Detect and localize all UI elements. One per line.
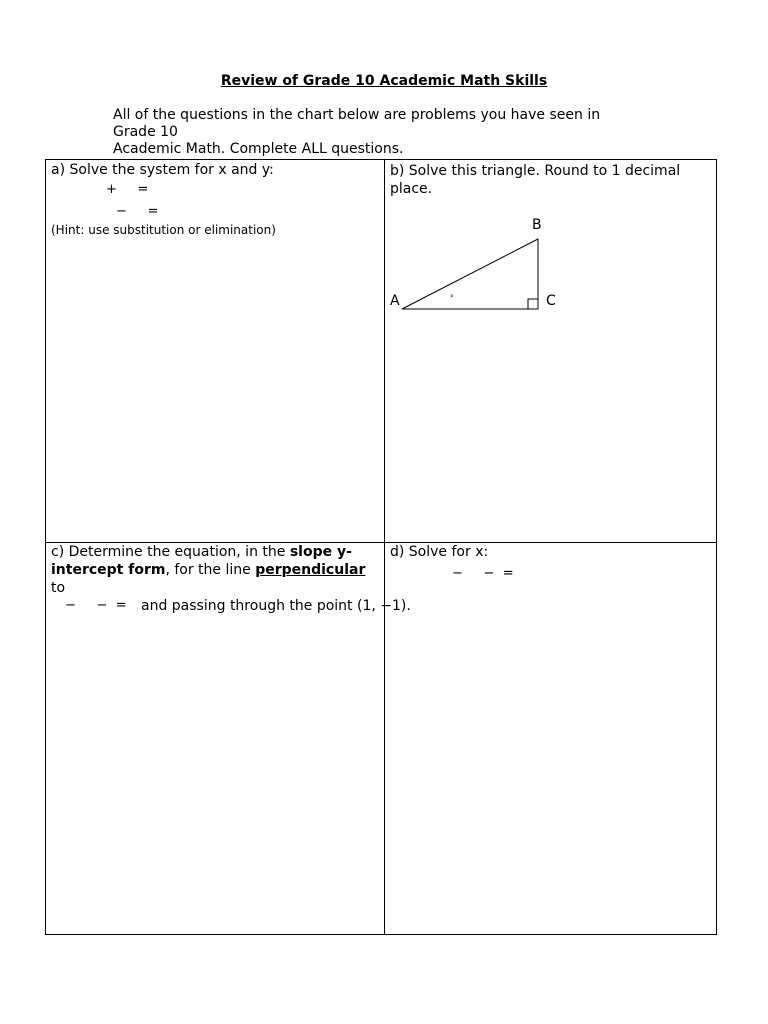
question-b-prompt: b) Solve this triangle. Round to 1 decimal place.: [390, 163, 681, 197]
question-c-equation: − − =: [65, 598, 127, 613]
question-a: [51, 161, 381, 237]
question-chart: [45, 159, 717, 935]
triangle-shape: [402, 239, 538, 309]
question-a-prompt: a) Solve the system for x and y:: [51, 162, 274, 178]
question-c-prompt: [51, 543, 381, 597]
instructions: [113, 107, 633, 158]
column-divider: [384, 160, 385, 934]
page-title: Review of Grade 10 Academic Math Skills: [220, 73, 548, 89]
question-d: [390, 543, 710, 581]
question-a-equation-2: − =: [116, 204, 159, 219]
question-c-bold-intercept-form: intercept form: [51, 562, 166, 578]
question-d-prompt: d) Solve for x:: [390, 544, 489, 560]
instructions-line-2: Academic Math. Complete ALL questions.: [113, 141, 404, 157]
right-angle-marker: [528, 299, 538, 309]
question-a-equation-1: + =: [106, 182, 149, 197]
question-c-text-1: c) Determine the equation, in the: [51, 544, 290, 560]
question-c-text-4: and passing through the point (1, −1).: [141, 598, 411, 614]
angle-a-degree-mark: °: [450, 294, 454, 302]
vertex-c-label: C: [546, 293, 556, 309]
question-b: [390, 162, 710, 198]
question-c: [51, 543, 411, 615]
question-c-bold-perpendicular: perpendicular: [255, 562, 366, 578]
instructions-line-1: All of the questions in the chart below are problems you have seen in Grade 10: [113, 107, 601, 140]
question-c-bold-slope: slope y-: [289, 544, 352, 560]
question-d-equation: − − =: [452, 566, 514, 581]
question-a-hint: (Hint: use substitution or elimination): [51, 223, 276, 237]
question-c-text-3: to: [51, 580, 66, 596]
question-c-text-2: , for the line: [165, 562, 256, 578]
vertex-b-label: B: [532, 217, 542, 233]
vertex-a-label: A: [390, 293, 400, 309]
